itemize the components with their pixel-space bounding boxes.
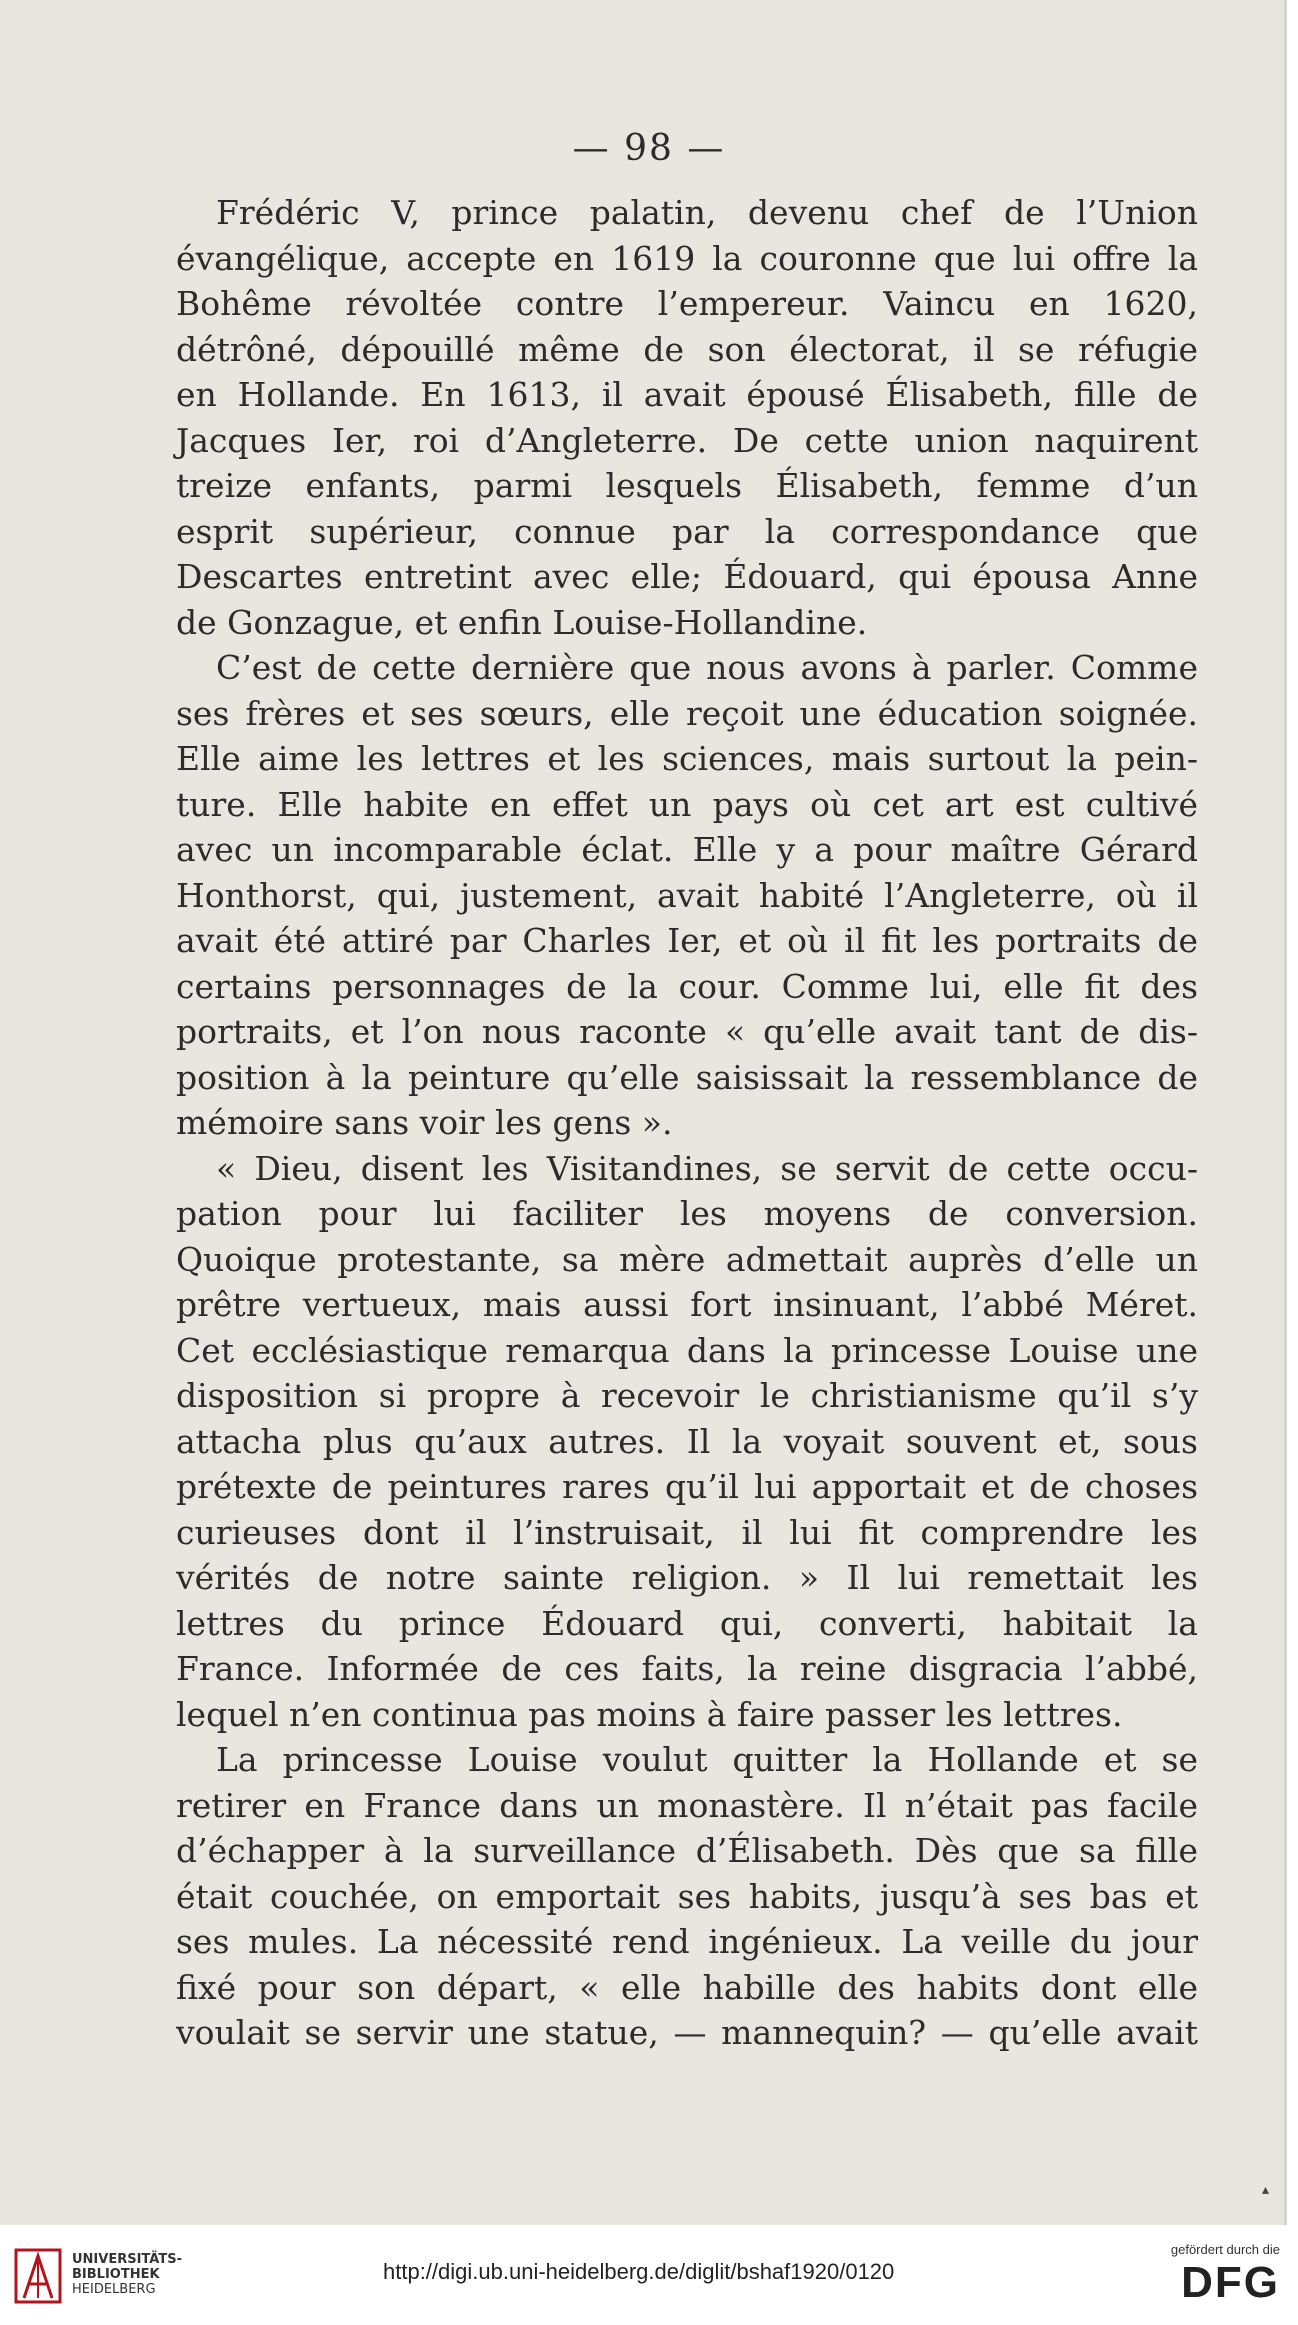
text-line: lettres du prince Édouard qui, converti, habitait la [176, 1603, 1198, 1643]
text-line: disposition si propre à recevoir le christianisme qu’il s’y [176, 1376, 1198, 1415]
institution-name: UNIVERSITÄTS- BIBLIOTHEK HEIDELBERG [72, 2252, 182, 2297]
text-line: d’échapper à la surveillance d’Élisabeth. Dès que sa fille [176, 1831, 1198, 1870]
text-line: de Gonzague, et enfin Louise-Hollandine. [176, 602, 868, 642]
text-line: certains personnages de la cour. Comme lui, elle fit des [176, 966, 1198, 1006]
body-text [176, 190, 1198, 2110]
text-line: position à la peinture qu’elle saisissait la ressemblance de [176, 1057, 1198, 1097]
text-line: Bohême révoltée contre l’empereur. Vaincu en 1620, [176, 284, 1198, 323]
text-line: ture. Elle habite en effet un pays où cet art est cultivé [176, 784, 1198, 824]
text-line: retirer en France dans un monastère. Il n’était pas facile [176, 1785, 1198, 1825]
scan-mark: ▴ [1262, 2182, 1270, 2198]
text-line: treize enfants, parmi lesquels Élisabeth, femme d’un [176, 466, 1198, 505]
text-line: Jacques Ier, roi d’Angleterre. De cette union naquirent [176, 420, 1198, 460]
text-line: Quoique protestante, sa mère admettait auprès d’elle un [176, 1239, 1198, 1279]
page-number: — 98 — [572, 128, 726, 169]
text-line: Elle aime les lettres et les sciences, mais surtout la pein- [176, 739, 1198, 778]
text-line: évangélique, accepte en 1619 la couronne que lui offre la [176, 238, 1198, 278]
text-line: détrôné, dépouillé même de son électorat, il se réfugie [176, 329, 1198, 369]
text-line: mémoire sans voir les gens ». [176, 1103, 673, 1142]
text-line: portraits, et l’on nous raconte « qu’elle avait tant de dis- [176, 1012, 1198, 1051]
university-logo-icon [14, 2244, 62, 2308]
text-line: curieuses dont il l’instruisait, il lui fit comprendre les [176, 1512, 1198, 1552]
text-line: esprit supérieur, connue par la correspondance que [176, 511, 1198, 551]
text-line: avec un incomparable éclat. Elle y a pour maître Gérard [176, 830, 1198, 869]
text-line: lequel n’en continua pas moins à faire passer les lettres. [176, 1694, 1123, 1734]
text-line: France. Informée de ces faits, la reine disgracia l’abbé, [176, 1649, 1198, 1688]
text-line: Descartes entretint avec elle; Édouard, qui épousa Anne [176, 557, 1198, 596]
text-line: vérités de notre sainte religion. » Il lui remettait les [176, 1558, 1198, 1597]
text-line: fixé pour son départ, « elle habille des habits dont elle [176, 1967, 1198, 2007]
text-line: attacha plus qu’aux autres. Il la voyait souvent et, sous [176, 1421, 1198, 1461]
text-line: Cet ecclésiastique remarqua dans la princesse Louise une [176, 1330, 1198, 1370]
footer-bar [0, 2230, 1298, 2325]
text-line: C’est de cette dernière que nous avons à parler. Comme [216, 648, 1198, 687]
sponsor [1171, 2242, 1280, 2309]
text-line: ses mules. La nécessité rend ingénieux. La veille du jour [176, 1922, 1198, 1961]
text-line: avait été attiré par Charles Ier, et où il fit les portraits de [176, 921, 1198, 960]
text-line: prétexte de peintures rares qu’il lui apportait et de choses [176, 1467, 1198, 1506]
text-line: « Dieu, disent les Visitandines, se servit de cette occu- [216, 1148, 1198, 1188]
text-line: pation pour lui faciliter les moyens de conversion. [176, 1194, 1198, 1233]
dfg-logo: DFG [1181, 2258, 1280, 2307]
sponsor-label: gefördert durch die [1170, 2242, 1280, 2257]
text-line: prêtre vertueux, mais aussi fort insinuant, l’abbé Méret. [176, 1285, 1198, 1324]
source-url-link[interactable]: http://digi.ub.uni-heidelberg.de/diglit/bshaf1920/0120 [383, 2259, 895, 2284]
text-line: Honthorst, qui, justement, avait habité l’Angleterre, où il [176, 875, 1198, 915]
text-line: voulait se servir une statue, — mannequin? — qu’elle avait [176, 2013, 1198, 2052]
text-line: ses frères et ses sœurs, elle reçoit une éducation soignée. [176, 693, 1198, 733]
text-line: en Hollande. En 1613, il avait épousé Élisabeth, fille de [176, 375, 1198, 414]
text-line: était couchée, on emportait ses habits, jusqu’à ses bas et [176, 1876, 1198, 1916]
text-line: La princesse Louise voulut quitter la Hollande et se [216, 1740, 1198, 1779]
text-line: Frédéric V, prince palatin, devenu chef de l’Union [216, 193, 1198, 232]
